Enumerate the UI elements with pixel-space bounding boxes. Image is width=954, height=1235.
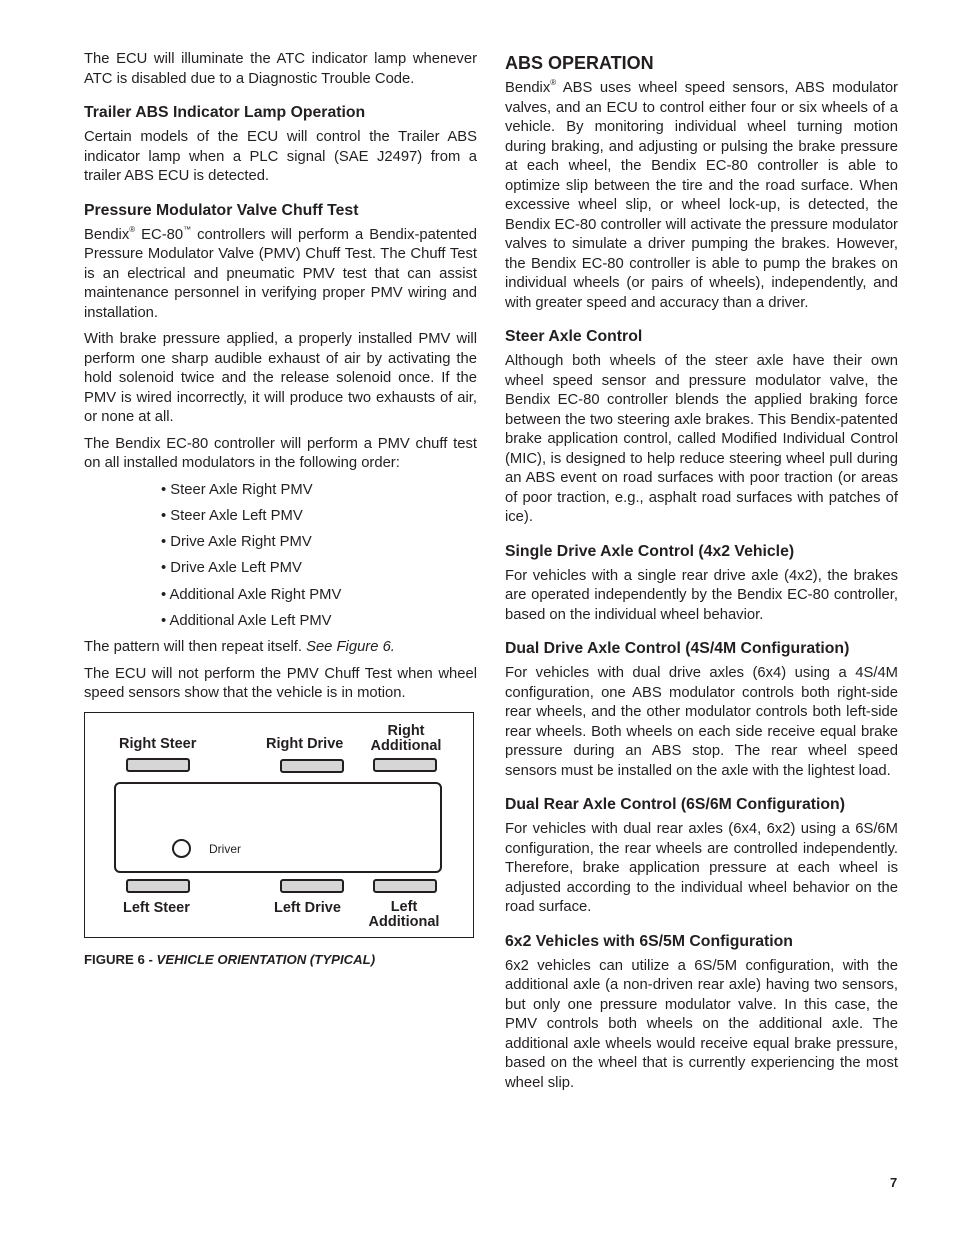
right-drive-label: Right Drive xyxy=(266,735,344,752)
right-steer-label: Right Steer xyxy=(119,735,197,752)
single-drive-heading: Single Drive Axle Control (4x2 Vehicle) xyxy=(505,542,795,560)
repeat-paragraph: The pattern will then repeat itself. See Figure 6. xyxy=(84,639,395,656)
list-item: • Drive Axle Right PMV xyxy=(161,534,312,551)
pmv-chuff-paragraph-2: With brake pressure applied, a properly installed PMV will perform one sharp audible exhaust of air by activating the hold solenoid twice and the release solenoid once. If the PMV is wired incorrectly, it will produce two exhausts of air, or none at all. xyxy=(84,331,477,425)
left-steer-label: Left Steer xyxy=(123,899,190,916)
list-item: • Drive Axle Left PMV xyxy=(161,560,302,577)
dual-rear-heading: Dual Rear Axle Control (6S/6M Configuration) xyxy=(505,796,845,813)
left-drive-wheel xyxy=(280,879,344,893)
page-number: 7 xyxy=(890,1175,898,1190)
right-column xyxy=(505,50,898,1100)
left-drive-label: Left Drive xyxy=(274,899,341,916)
steer-axle-heading: Steer Axle Control xyxy=(505,328,643,345)
figure-reference: See Figure 6. xyxy=(306,639,395,656)
pmv-chuff-paragraph-3: The Bendix EC-80 controller will perform a PMV chuff test on all installed modulators in the following order: xyxy=(84,435,477,471)
trailer-abs-paragraph: Certain models of the ECU will control the Trailer ABS indicator lamp when a PLC signal (SAE J2497) from a trailer ABS ECU is detected. xyxy=(84,129,477,184)
abs-operation-paragraph: Bendix® ABS uses wheel speed sensors, ABS modulator valves, and an ECU to control either four or six wheels of a vehicle. By monitoring individual wheel turning motion during braking, and adjusting or pulsing the brake pressure at each wheel, the Bendix EC-80 controller is able to optimize slip between the tire and the road surface. When excessive wheel slip, or wheel lock-up, is detected, the Bendix EC-80 controller will activate the pressure modulator valves to simulate a driver pumping the brakes. However, the Bendix EC-80 controller is able to pump the brakes on individual wheels (or pairs of wheels), independently, and with greater speed and accuracy than a driver. xyxy=(505,78,898,311)
dual-rear-paragraph: For vehicles with dual rear axles (6x4, 6x2) using a 6S/6M configuration, the rear wheels are controlled independently. Therefore, brake application pressure at each wheel is adjusted according to the individual wheel behavior on the road surface. xyxy=(505,821,898,915)
left-additional-wheel xyxy=(373,879,437,893)
list-item: • Steer Axle Right PMV xyxy=(161,481,313,498)
atc-intro-paragraph: The ECU will illuminate the ATC indicator lamp whenever ATC is disabled due to a Diagnostic Trouble Code. xyxy=(84,51,477,87)
left-column xyxy=(84,50,477,967)
pmv-chuff-paragraph-1: Bendix® EC-80™ controllers will perform a Bendix-patented Pressure Modulator Valve (PMV) Chuff Test. The Chuff Test is an electrical and pneumatic PMV test that can assist maintenance personnel in verifying proper PMV wiring and installation. xyxy=(84,224,477,321)
trailer-abs-heading: Trailer ABS Indicator Lamp Operation xyxy=(84,104,366,121)
driver-label: Driver xyxy=(209,841,241,856)
list-item: • Additional Axle Left PMV xyxy=(161,612,332,629)
vehicle-orientation-figure xyxy=(84,712,474,938)
right-steer-wheel xyxy=(126,758,190,772)
single-drive-paragraph: For vehicles with a single rear drive axle (4x2), the brakes are operated independently by the Bendix EC-80 controller, based on the individual wheel behavior. xyxy=(505,567,898,623)
dual-drive-heading: Dual Drive Axle Control (4S/4M Configuration) xyxy=(505,640,850,657)
abs-operation-heading: ABS OPERATION xyxy=(505,53,654,73)
driver-position-icon xyxy=(172,839,191,858)
right-additional-label: Right Additional xyxy=(370,722,442,754)
pmv-order-list xyxy=(84,481,477,632)
right-additional-wheel xyxy=(373,758,437,772)
left-additional-label: Left Additional xyxy=(368,898,440,930)
steer-axle-paragraph: Although both wheels of the steer axle have their own wheel speed sensor and pressure modulator valve, the Bendix EC-80 controller blends the applied braking force between the two steering axle brakes. This Bendix-patented brake application control, called Modified Individual Control (MIC), is designed to help reduce steering wheel pull during an ABS event on road surfaces with poor traction (or areas of poor traction, e.g., asphalt road surfaces with patches of ice). xyxy=(505,353,898,525)
motion-paragraph: The ECU will not perform the PMV Chuff Test when wheel speed sensors show that the vehicle is in motion. xyxy=(84,665,477,702)
pmv-chuff-heading: Pressure Modulator Valve Chuff Test xyxy=(84,201,359,219)
figure-caption: FIGURE 6 - VEHICLE ORIENTATION (TYPICAL) xyxy=(84,951,376,967)
left-steer-wheel xyxy=(126,879,190,893)
list-item: • Steer Axle Left PMV xyxy=(161,507,303,524)
right-drive-wheel xyxy=(280,759,344,773)
six-by-two-paragraph: 6x2 vehicles can utilize a 6S/5M configuration, with the additional axle (a non-driven rear axle) having two sensors, but only one pressure modulator valve. In this case, the PMV controls both wheels on the additional axle. The additional axle wheels would receive equal brake pressure, based on the wheel that is currently experiencing the most wheel slip. xyxy=(505,957,898,1091)
six-by-two-heading: 6x2 Vehicles with 6S/5M Configuration xyxy=(505,932,793,950)
list-item: • Additional Axle Right PMV xyxy=(161,586,342,603)
vehicle-body xyxy=(114,782,442,873)
dual-drive-paragraph: For vehicles with dual drive axles (6x4) using a 4S/4M configuration, one ABS modulator controls both right-side rear wheels, and the other modulator controls both left-side rear wheels. Both wheels on each side receive equal brake pressure during an ABS stop. The rear wheel speed sensors must be installed on the axle with the lightest load. xyxy=(505,665,898,779)
